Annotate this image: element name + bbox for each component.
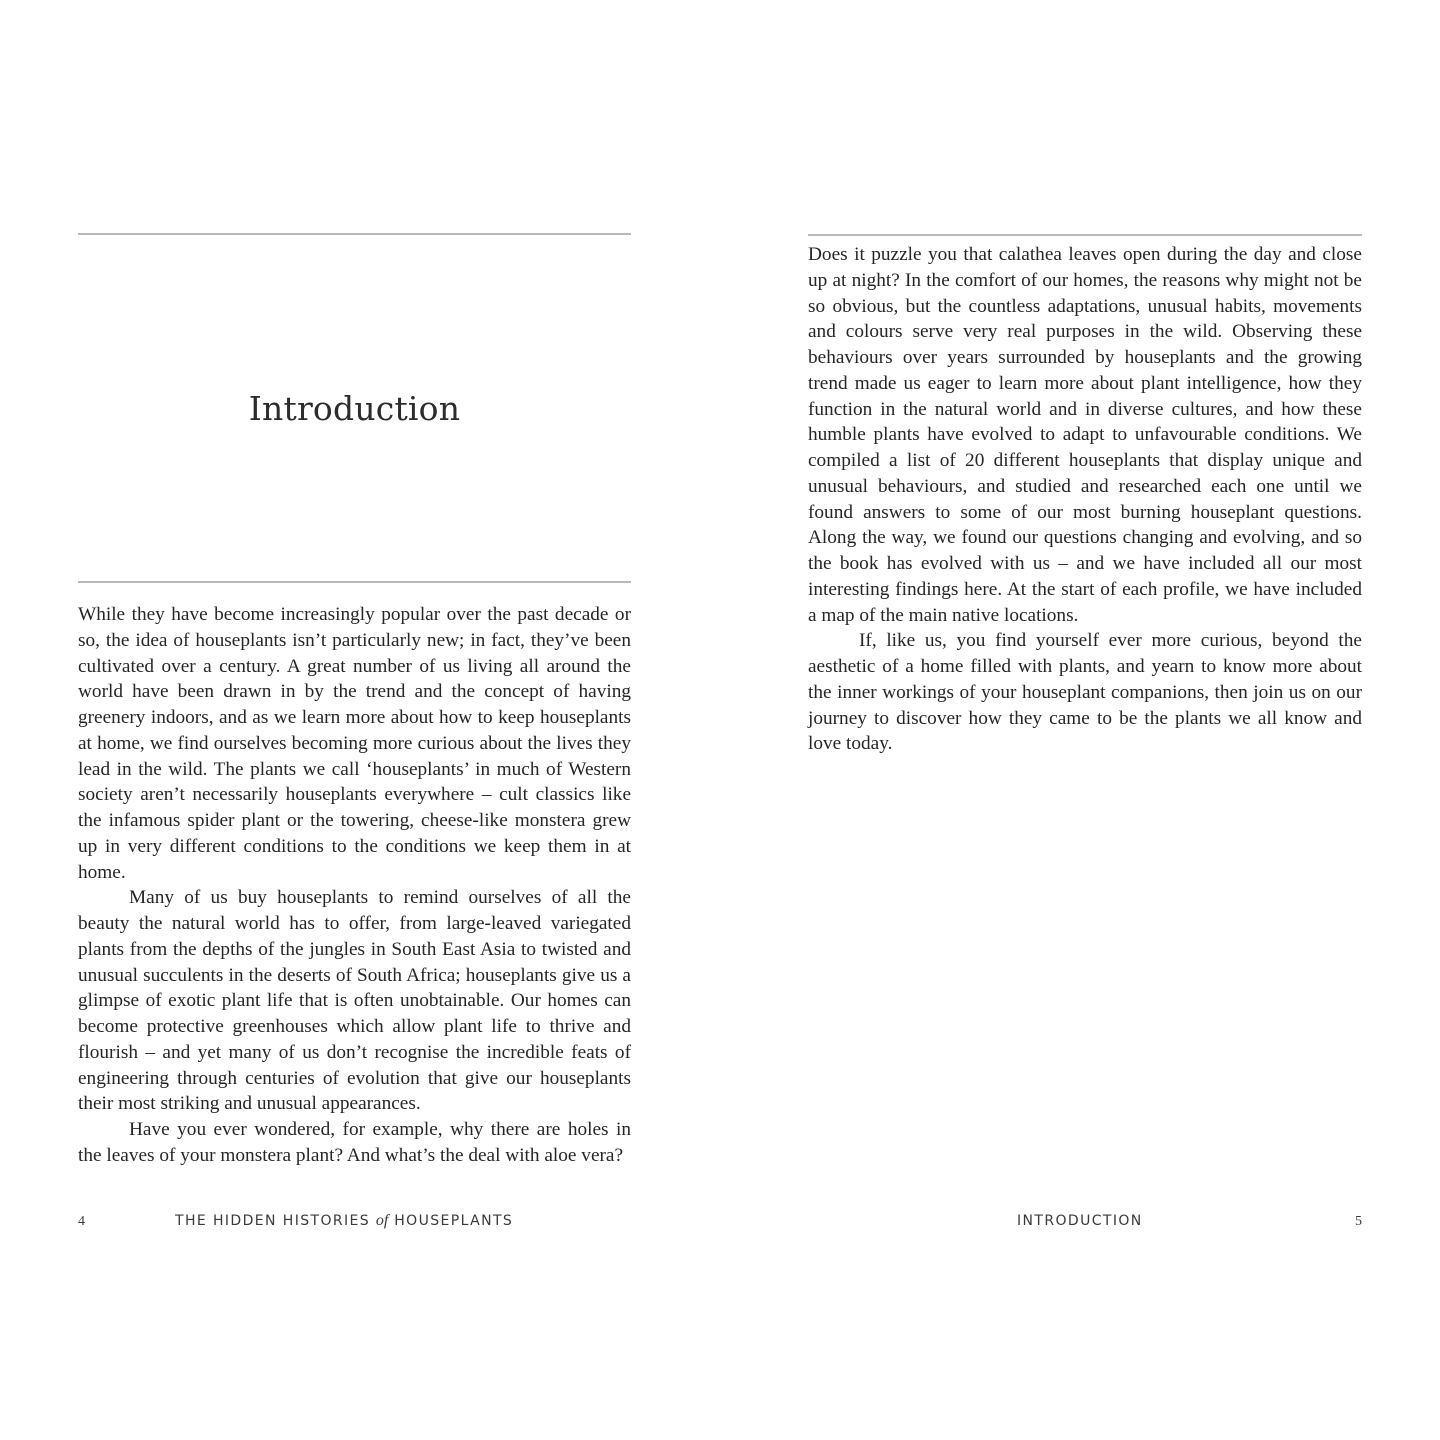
top-rule-left <box>78 233 631 235</box>
running-head-book-title <box>175 1211 513 1231</box>
paragraph: Have you ever wondered, for example, why there are holes in the leaves of your monstera plant? And what’s the deal with aloe vera? <box>78 1119 631 1166</box>
top-rule-right <box>808 234 1362 236</box>
running-head-chapter <box>1017 1211 1143 1231</box>
left-page-number <box>78 1211 85 1232</box>
chapter-title: Introduction <box>248 389 461 428</box>
paragraph: If, like us, you find yourself ever more curious, beyond the aesthetic of a home filled with plants, and yearn to know more about the inner workings of your houseplant companions, then join us on our journey to discover how they came to be the plants we all know and love today. <box>808 630 1362 755</box>
left-page <box>78 0 631 1440</box>
page-number: 4 <box>78 1214 85 1229</box>
right-page <box>808 0 1362 1440</box>
chapter-running-head: INTRODUCTION <box>1017 1213 1143 1229</box>
paragraph: While they have become increasingly popular over the past decade or so, the idea of houseplants isn’t particularly new; in fact, they’ve been cultivated over a century. A great number of us living all around the world have been drawn in by the trend and the concept of having greenery indoors, and as we learn more about how to keep houseplants at home, we find ourselves becoming more curious about the lives they lead in the wild. The plants we call ‘houseplants’ in much of Western society aren’t necessarily houseplants everywhere – cult classics like the infamous spider plant or the towering, cheese-like monstera grew up in very different conditions to the conditions we keep them in at home. <box>78 604 631 883</box>
left-body-text <box>78 602 631 1169</box>
book-title-part1: THE HIDDEN HISTORIES <box>175 1213 376 1229</box>
paragraph: Does it puzzle you that calathea leaves open during the day and close up at night? In the comfort of our homes, the reasons why might not be so obvious, but the countless adaptations, unusual habits, movements and colours serve very real purposes in the wild. Observing these behaviours over years surrounded by houseplants and the growing trend made us eager to learn more about plant intelligence, how they function in the natural world and in diverse cultures, and how these humble plants have evolved to adapt to unfavourable conditions. We compiled a list of 20 different houseplants that display unique and unusual behaviours, and studied and researched each one until we found answers to some of our most burning houseplant questions. Along the way, we found our questions changing and evolving, and so the book has evolved with us – and we have included all our most interesting findings here. At the start of each profile, we have included a map of the main native locations. <box>808 244 1362 626</box>
page-number: 5 <box>1355 1214 1362 1229</box>
right-page-number <box>1355 1211 1362 1232</box>
paragraph: Many of us buy houseplants to remind ourselves of all the beauty the natural world has to offer, from large-leaved variegated plants from the depths of the jungles in South East Asia to twisted and unusual succulents in the deserts of South Africa; houseplants give us a glimpse of exotic plant life that is often unobtainable. Our homes can become protective greenhouses which allow plant life to thrive and flourish – and yet many of us don’t recognise the incredible feats of engineering through centuries of evolution that give our houseplants their most striking and unusual appearances. <box>78 887 631 1115</box>
right-body-text <box>808 242 1362 757</box>
title-bottom-rule <box>78 581 631 583</box>
book-title-italic: of <box>375 1212 389 1229</box>
book-title-part2: HOUSEPLANTS <box>388 1213 514 1229</box>
